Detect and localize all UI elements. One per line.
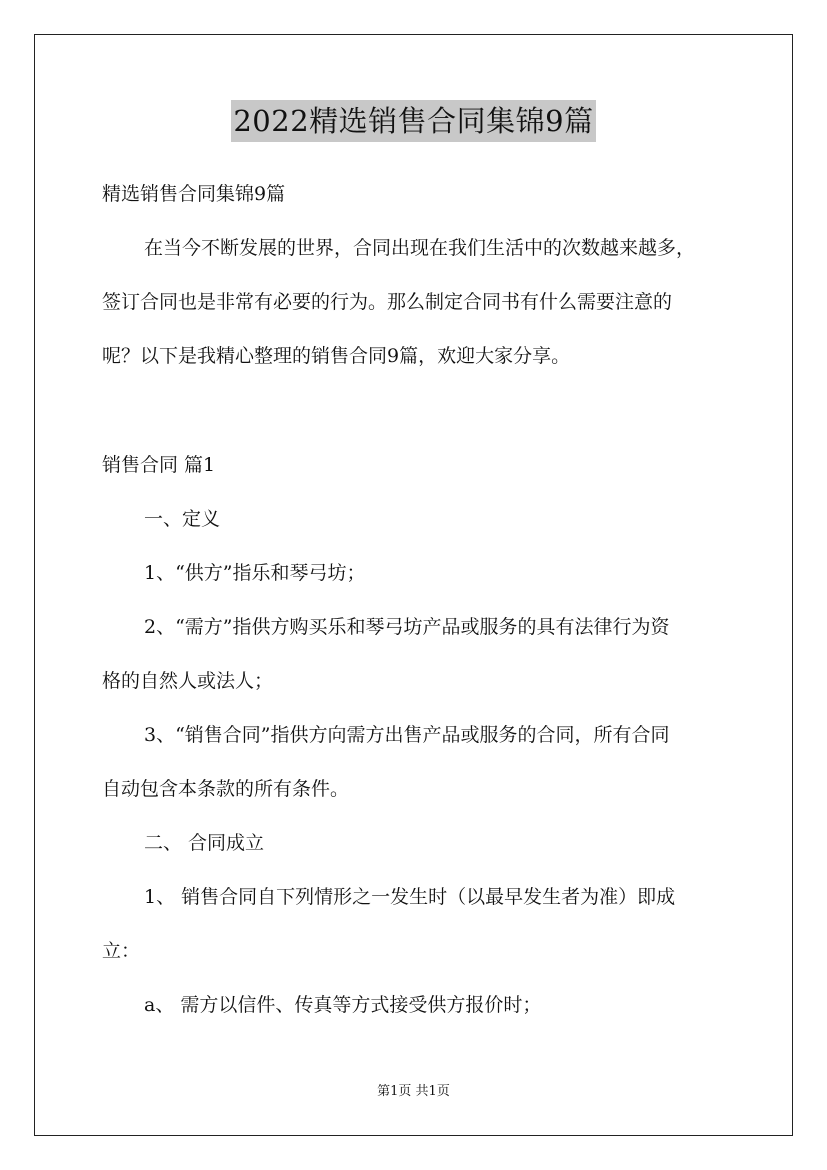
body-line-formation-heading: 二、 合同成立	[144, 832, 265, 854]
body-line-contract-cont: 自动包含本条款的所有条件。	[102, 778, 350, 800]
document-subtitle: 精选销售合同集锦9篇	[102, 183, 286, 205]
body-line-formation-a: a、 需方以信件、传真等方式接受供方报价时；	[144, 994, 542, 1016]
intro-line-2: 签订合同也是非常有必要的行为。那么制定合同书有什么需要注意的	[102, 291, 673, 313]
section-heading: 销售合同 篇1	[102, 454, 216, 476]
intro-line-1: 在当今不断发展的世界，合同出现在我们生活中的次数越来越多，	[144, 237, 696, 259]
body-line-buyer: 2、“需方”指供方购买乐和琴弓坊产品或服务的具有法律行为资	[144, 616, 670, 638]
page-footer: 第1页 共1页	[377, 1084, 450, 1099]
body-line-formation-1: 1、 销售合同自下列情形之一发生时（以最早发生者为准）即成	[144, 886, 676, 908]
intro-line-3: 呢？以下是我精心整理的销售合同9篇，欢迎大家分享。	[102, 345, 571, 367]
body-line-buyer-cont: 格的自然人或法人；	[102, 670, 274, 692]
document-title: 2022精选销售合同集锦9篇	[231, 100, 595, 142]
body-line-supplier: 1、“供方”指乐和琴弓坊；	[144, 562, 366, 584]
title-container	[0, 100, 827, 142]
body-line-definition: 一、定义	[144, 508, 221, 530]
body-line-contract: 3、“销售合同”指供方向需方出售产品或服务的合同，所有合同	[144, 724, 670, 746]
body-line-formation-1-cont: 立：	[102, 940, 141, 962]
